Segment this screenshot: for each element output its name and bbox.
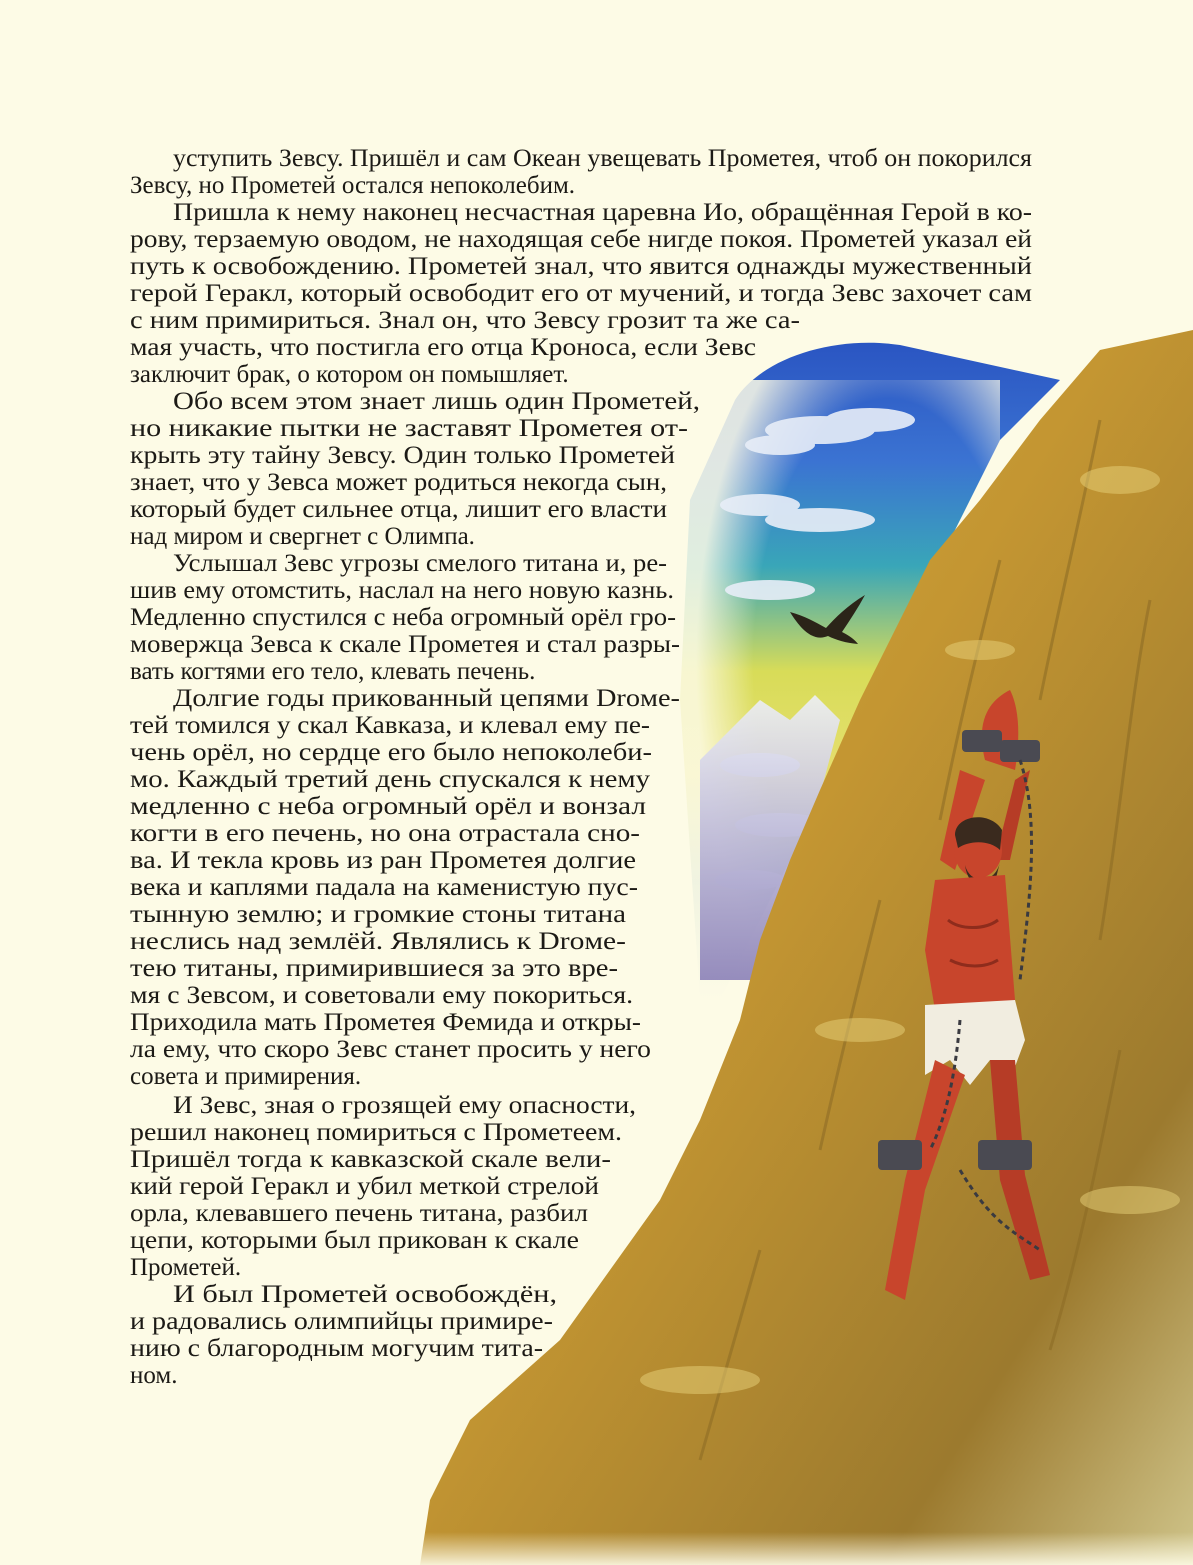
text-line: Обо всем этом знает лишь один Прометей,: [173, 388, 700, 415]
text-line: когти в его печень, но она отрастала сно-: [130, 820, 640, 847]
text-line: ва. И текла кровь из ран Прометея долгие: [130, 847, 637, 874]
text-line: нию с благородным могучим тита-: [130, 1335, 544, 1362]
text-line: ла ему, что скоро Зевс станет просить у него: [130, 1036, 651, 1063]
text-line: Долгие годы прикованный цепями Droме-: [173, 685, 681, 712]
text-line: с ним примириться. Знал он, что Зевсу грозит та же са-: [130, 307, 801, 334]
text-line: рову, терзаемую оводом, не находящая себе нигде покоя. Прометей указал ей: [130, 226, 1033, 253]
text-line: Пришёл тогда к кавказской скале вели-: [130, 1146, 611, 1173]
text-line: мо. Каждый третий день спускался к нему: [130, 766, 651, 793]
text-line: знает, что у Зевса может родиться некогда сын,: [130, 469, 668, 496]
text-line: путь к освобождению. Прометей знал, что явится однажды мужественный: [130, 253, 1033, 280]
text-line: тынную землю; и громкие стоны титана: [130, 901, 626, 928]
text-line: Услышал Зевс угрозы смелого титана и, ре-: [173, 550, 667, 577]
text-line: мая участь, что постигла его отца Кроноса, если Зевс: [130, 334, 757, 361]
text-line: мя с Зевсом, и советовали ему покориться.: [130, 982, 634, 1009]
text-line: Прометей.: [130, 1254, 242, 1281]
text-line: цепи, которыми был прикован к скале: [130, 1227, 580, 1254]
text-line: чень орёл, но сердце его было непоколеби-: [130, 739, 652, 766]
text-line: и радовались олимпийцы примире-: [130, 1308, 553, 1335]
text-line: медленно с неба огромный орёл и вонзал: [130, 793, 646, 820]
text-line: совета и примирения.: [130, 1063, 362, 1090]
text-line: тею титаны, примирившиеся за это вре-: [130, 955, 619, 982]
text-line: Зевсу, но Прометей остался непоколебим.: [130, 172, 576, 199]
text-line: Приходила мать Прометея Фемида и откры-: [130, 1009, 641, 1036]
text-line: крыть эту тайну Зевсу. Один только Прометей: [130, 442, 676, 469]
text-line: но никакие пытки не заставят Прометея от-: [130, 415, 688, 442]
text-line: века и каплями падала на каменистую пус-: [130, 874, 638, 901]
text-line: тей томился у скал Кавказа, и клевал ему пе-: [130, 712, 650, 739]
text-line: ном.: [130, 1362, 178, 1389]
text-line: орла, клевавшего печень титана, разбил: [130, 1200, 588, 1227]
text-line: шив ему отомстить, наслал на него новую казнь.: [130, 577, 674, 604]
text-line: кий герой Геракл и убил меткой стрелой: [130, 1173, 600, 1200]
text-line: уступить Зевсу. Пришёл и сам Океан увещевать Прометея, чтоб он покорился: [173, 145, 1032, 172]
text-line: герой Геракл, который освободит его от мучений, и тогда Зевс захочет сам: [130, 280, 1033, 307]
text-line: Пришла к нему наконец несчастная царевна Ио, обращённая Герой в ко-: [173, 199, 1032, 226]
text-line: заключит брак, о котором он помышляет.: [130, 361, 569, 388]
text-line: И Зевс, зная о грозящей ему опасности,: [173, 1092, 637, 1119]
text-line: вать когтями его тело, клевать печень.: [130, 658, 536, 685]
text-line: который будет сильнее отца, лишит его власти: [130, 496, 667, 523]
text-line: над миром и свергнет с Олимпа.: [130, 523, 475, 550]
text-line: мовержца Зевса к скале Прометея и стал разры-: [130, 631, 681, 658]
text-line: неслись над землёй. Являлись к Droме-: [130, 928, 627, 955]
text-line: И был Прометей освобождён,: [173, 1281, 558, 1308]
text-line: решил наконец помириться с Прометеем.: [130, 1119, 623, 1146]
text-line: Медленно спустился с неба огромный орёл гро-: [130, 604, 676, 631]
